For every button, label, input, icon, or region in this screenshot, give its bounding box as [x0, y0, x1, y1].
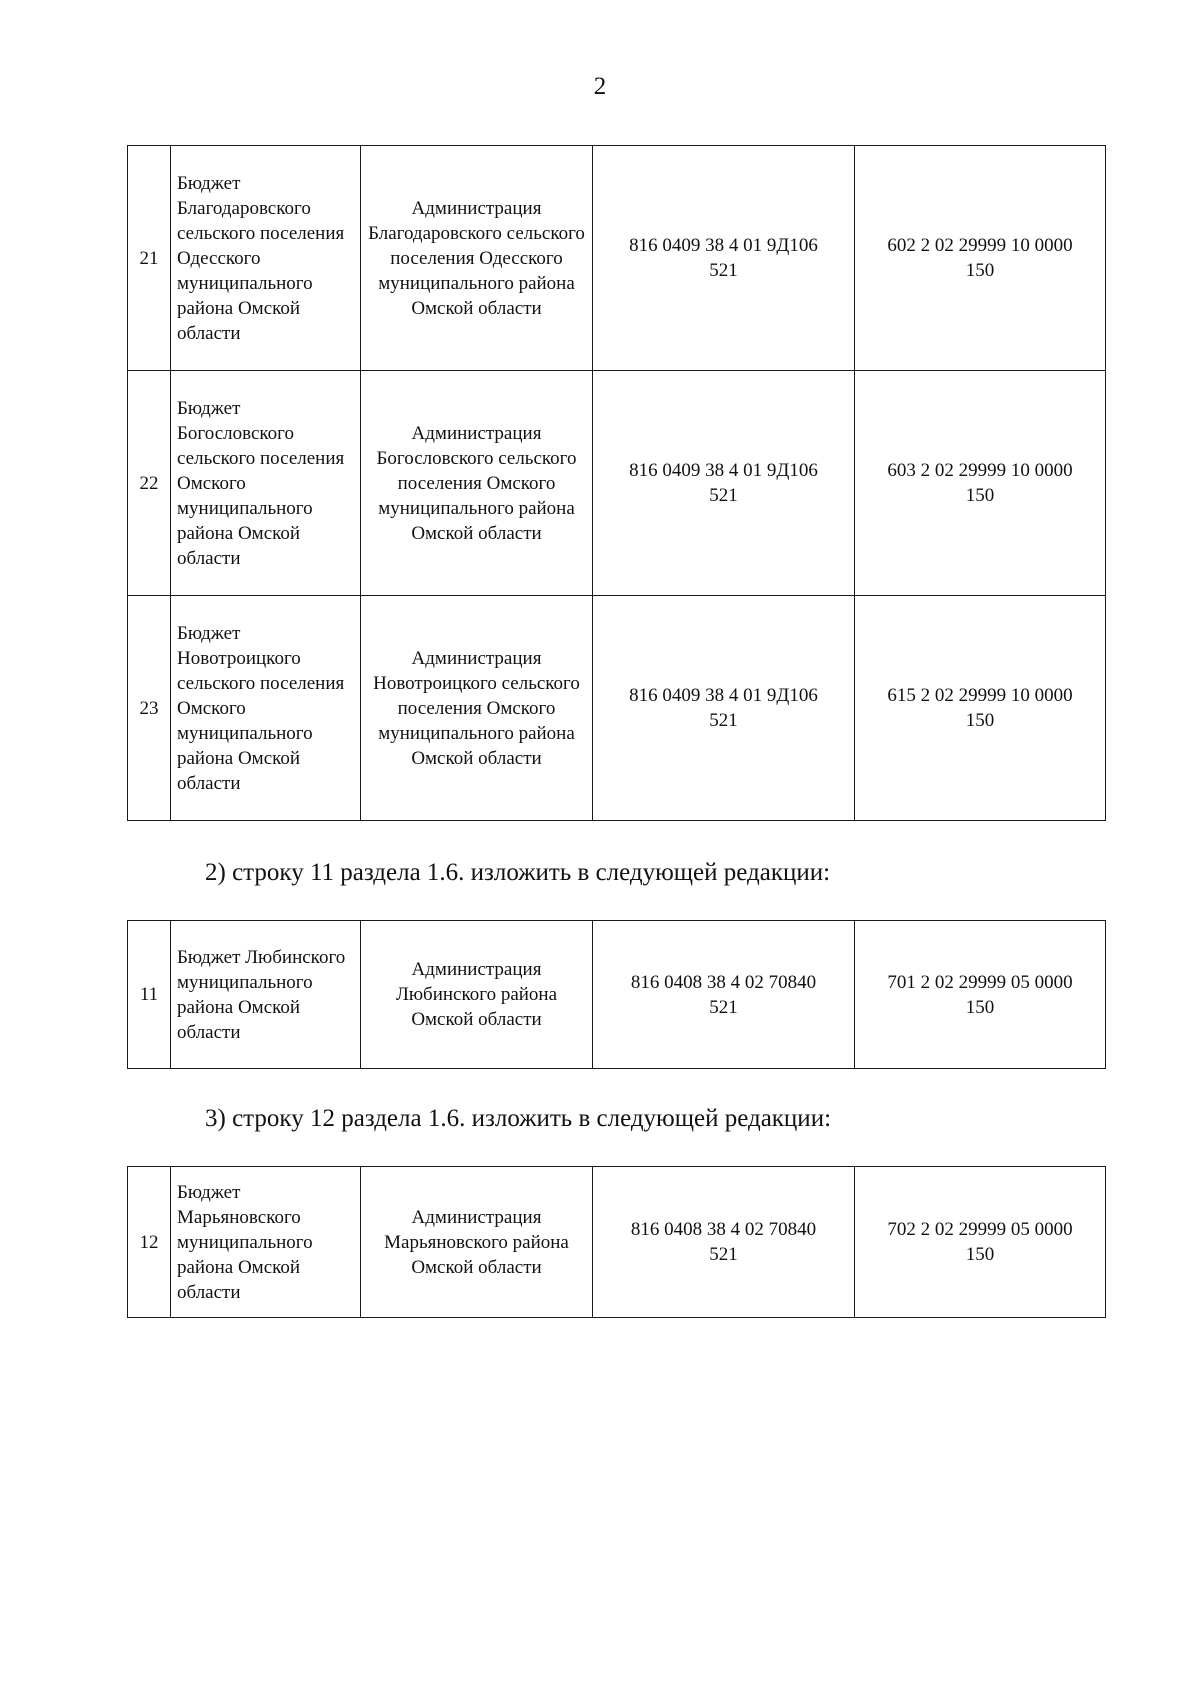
- expense-code-line: 521: [709, 485, 738, 506]
- table-row: [128, 1167, 1106, 1318]
- administrator-cell: Администрация Марьяновского района Омской области: [361, 1167, 593, 1318]
- budget-name-cell: Бюджет Богословского сельского поселения Омского муниципального района Омской области: [171, 371, 361, 596]
- income-code-cell: [855, 596, 1106, 821]
- budget-name-cell: Бюджет Марьяновского муниципального района Омской области: [171, 1167, 361, 1318]
- instruction-text: 3) строку 12 раздела 1.6. изложить в следующей редакции:: [205, 1105, 832, 1132]
- expense-code-cell: [593, 371, 855, 596]
- budget-table-section-1: [127, 145, 1106, 821]
- income-code-line: 702 2 02 29999 05 0000: [887, 1219, 1073, 1240]
- expense-code-cell: [593, 921, 855, 1069]
- income-code-line: 150: [965, 1244, 995, 1265]
- expense-code-line: 816 0409 38 4 01 9Д106: [629, 235, 818, 256]
- table-row: [128, 146, 1106, 371]
- expense-code-line: 521: [709, 996, 738, 1018]
- income-code-line: 603 2 02 29999 10 0000: [887, 460, 1073, 481]
- expense-code-line: 521: [709, 260, 738, 281]
- expense-code-cell: [593, 146, 855, 371]
- income-code-line: 150: [965, 260, 995, 281]
- income-code-line: 602 2 02 29999 10 0000: [887, 235, 1073, 256]
- expense-code-line: 816 0409 38 4 01 9Д106: [629, 460, 818, 481]
- expense-code-line: 816 0408 38 4 02 70840: [630, 1219, 817, 1240]
- expense-code-line: 521: [709, 710, 738, 731]
- row-number: 12: [128, 1167, 171, 1318]
- income-code-cell: [855, 921, 1106, 1069]
- instruction-text: 2) строку 11 раздела 1.6. изложить в следующей редакции:: [205, 859, 831, 886]
- table-row: [128, 921, 1106, 1069]
- page-number: 2: [593, 73, 607, 100]
- administrator-cell: Администрация Богословского сельского поселения Омского муниципального района Омской области: [361, 371, 593, 596]
- income-code-line: 150: [965, 710, 995, 731]
- expense-code-cell: [593, 1167, 855, 1318]
- row-number: 22: [128, 371, 171, 596]
- income-code-line: 150: [965, 485, 995, 506]
- administrator-cell: Администрация Любинского района Омской области: [361, 921, 593, 1069]
- expense-code-cell: [593, 596, 855, 821]
- income-code-line: 615 2 02 29999 10 0000: [887, 685, 1073, 706]
- row-number: 21: [128, 146, 171, 371]
- row-number: 23: [128, 596, 171, 821]
- expense-code-line: 816 0409 38 4 01 9Д106: [629, 685, 818, 706]
- expense-code-line: 521: [709, 1244, 738, 1265]
- budget-name-cell: Бюджет Благодаровского сельского поселения Одесского муниципального района Омской области: [171, 146, 361, 371]
- income-code-line: 150: [965, 996, 995, 1018]
- table-row: [128, 596, 1106, 821]
- expense-code-line: 816 0408 38 4 02 70840: [630, 971, 817, 993]
- income-code-cell: [855, 1167, 1106, 1318]
- administrator-cell: Администрация Благодаровского сельского поселения Одесского муниципального района Омской области: [361, 146, 593, 371]
- budget-table-row-11: [127, 920, 1106, 1069]
- budget-name-cell: Бюджет Любинского муниципального района Омской области: [171, 921, 361, 1069]
- income-code-line: 701 2 02 29999 05 0000: [887, 971, 1073, 993]
- income-code-cell: [855, 371, 1106, 596]
- budget-table-row-12: [127, 1166, 1106, 1318]
- table-row: [128, 371, 1106, 596]
- administrator-cell: Администрация Новотроицкого сельского поселения Омского муниципального района Омской области: [361, 596, 593, 821]
- row-number: 11: [128, 921, 171, 1069]
- income-code-cell: [855, 146, 1106, 371]
- budget-name-cell: Бюджет Новотроицкого сельского поселения Омского муниципального района Омской области: [171, 596, 361, 821]
